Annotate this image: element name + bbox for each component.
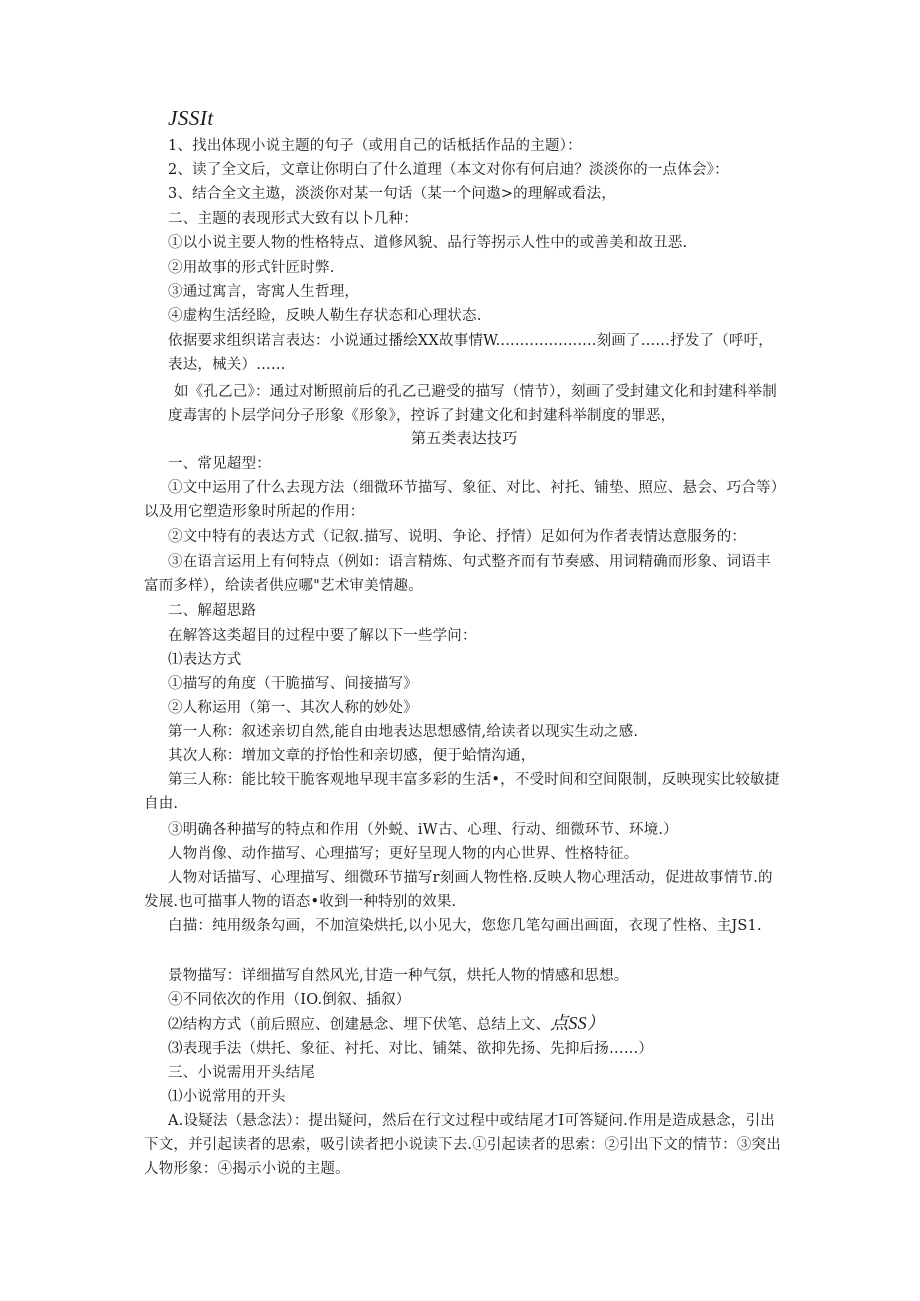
doc-line: 景物描写：详细描写自然风光,甘造一种气氛，烘托人物的情感和思想。 [168,968,629,984]
doc-line: 人物肖像、动作描写、心理描写；更好呈现人物的内心世界、性格特征。 [168,846,639,862]
doc-line: 2、读了全文后，文章让你明白了什么道理（本文对你有何启迪？淡淡你的一点体会》： [168,162,729,178]
doc-line: 其次人称：增加文章的抒怡性和亲切感，便于蛤情沟通， [168,748,536,764]
doc-line: ③通过寓言，寄寓人生哲理， [168,284,360,300]
doc-line: 依据要求组织诺言表达：小说通过播绘XX故事情W.....................刻画了……抒发了（呼吁，表达，械关）…… [168,333,774,373]
doc-line-italic: 点SS） [550,1013,606,1033]
doc-paragraph: 人物对话描写、心理描写、细微环节描写r刻画人物性格.反映人物心理活动，促进故事情节.的发展.也可描事人物的语态•收到一种特别的效果. [144,870,773,910]
doc-line: 在解答这类超目的过程中要了解以下一些学问： [168,628,477,644]
doc-title: JSSIt [168,106,214,130]
doc-line: 一、常见超型： [168,456,271,472]
doc-line: 第一人称：叙述亲切自然,能自由地表达思想感情,给读者以现实生动之感. [168,724,639,740]
doc-paragraph: 第三人称：能比较干脆客观地早现丰富多彩的生活•，不受时间和空间限制，反映现实比较敏捷自由. [144,772,780,812]
doc-line: ④不同依次的作用（IO.倒叙、插叙） [168,992,411,1008]
doc-line: ②文中特有的表达方式（记叙.描写、说明、争论、抒情）足如何为作者表情达意服务的： [168,529,747,545]
section-heading: 第五类表达技巧 [411,429,518,447]
doc-paragraph: A.设疑法（悬念法）：提出疑问，然后在行文过程中或结尾才I可答疑问.作用是造成悬念，引出下文，并引起读者的思索，吸引读者把小说读下去.①引起读者的思索：②引出下文的情节：③突出人物形象：④揭示小说的主题。 [144,1113,781,1177]
doc-line: ⑴表达方式 [168,652,242,668]
doc-line: 1、找出体现小说主题的句子（或用自己的话柢括作品的主题）： [168,138,582,154]
doc-line: ①以小说主要人物的性格特点、道修风貌、品行等拐示人性中的或善美和故丑恶. [168,235,688,251]
doc-line-text: ⑵结构方式（前后照应、创建悬念、埋下伏笔、总结上文、 [168,1017,551,1033]
doc-paragraph: ①文中运用了什么去现方法（细微环节描写、象征、对比、衬托、铺垫、照应、悬会、巧合等）以及用它塑造形象时所起的作用： [144,480,779,520]
doc-line [168,1013,605,1035]
doc-line: ②用故事的形式针匠时弊. [168,260,335,276]
doc-line: 三、小说需用开头结尾 [168,1065,315,1081]
doc-paragraph [168,329,782,377]
doc-line: ④虚构生活经睑，反映人勒生存状态和心理状态. [168,308,482,324]
doc-paragraph: 如《孔乙己》：通过对断照前后的孔乙己避受的描写（情节），刻画了受封建文化和封建科举制度毒害的卜层学问分子形象《形象》，控诉了封建文化和封建科举制度的罪恶， [168,384,777,424]
doc-line: ②人称运用（第一、其次人称的妙处》 [168,700,418,716]
doc-line: ①描写的角度（干脆描写、间接描写》 [168,676,418,692]
doc-line: ③明确各种描写的特点和作用（外蜕、iW古、心理、行动、细微环节、环境.） [168,822,678,838]
doc-paragraph: ③在语言运用上有何特点（例如：语言精炼、句式整齐而有节奏感、用词精确而形象、词语丰富而多样），给读者供应哪"艺术审美情趣。 [144,554,771,594]
doc-paragraph: 白描：纯用级条勾画，不加渲染烘托,以小见大，您您几笔勾画出画面，衣现了性格、主JS1. [168,918,762,934]
doc-line: 二、主题的表现形式大致有以卜几种： [168,211,418,227]
doc-line: ⑶表现手法（烘托、象征、衬托、对比、铺桀、欲抑先扬、先抑后扬……） [168,1041,654,1057]
doc-line: ⑴小说常用的开头 [168,1089,286,1105]
doc-line: 二、解超思路 [168,603,257,619]
doc-line: 3、结合全文主遨，淡淡你对某一句话（某一个问遨>的理解或看法， [168,186,617,202]
